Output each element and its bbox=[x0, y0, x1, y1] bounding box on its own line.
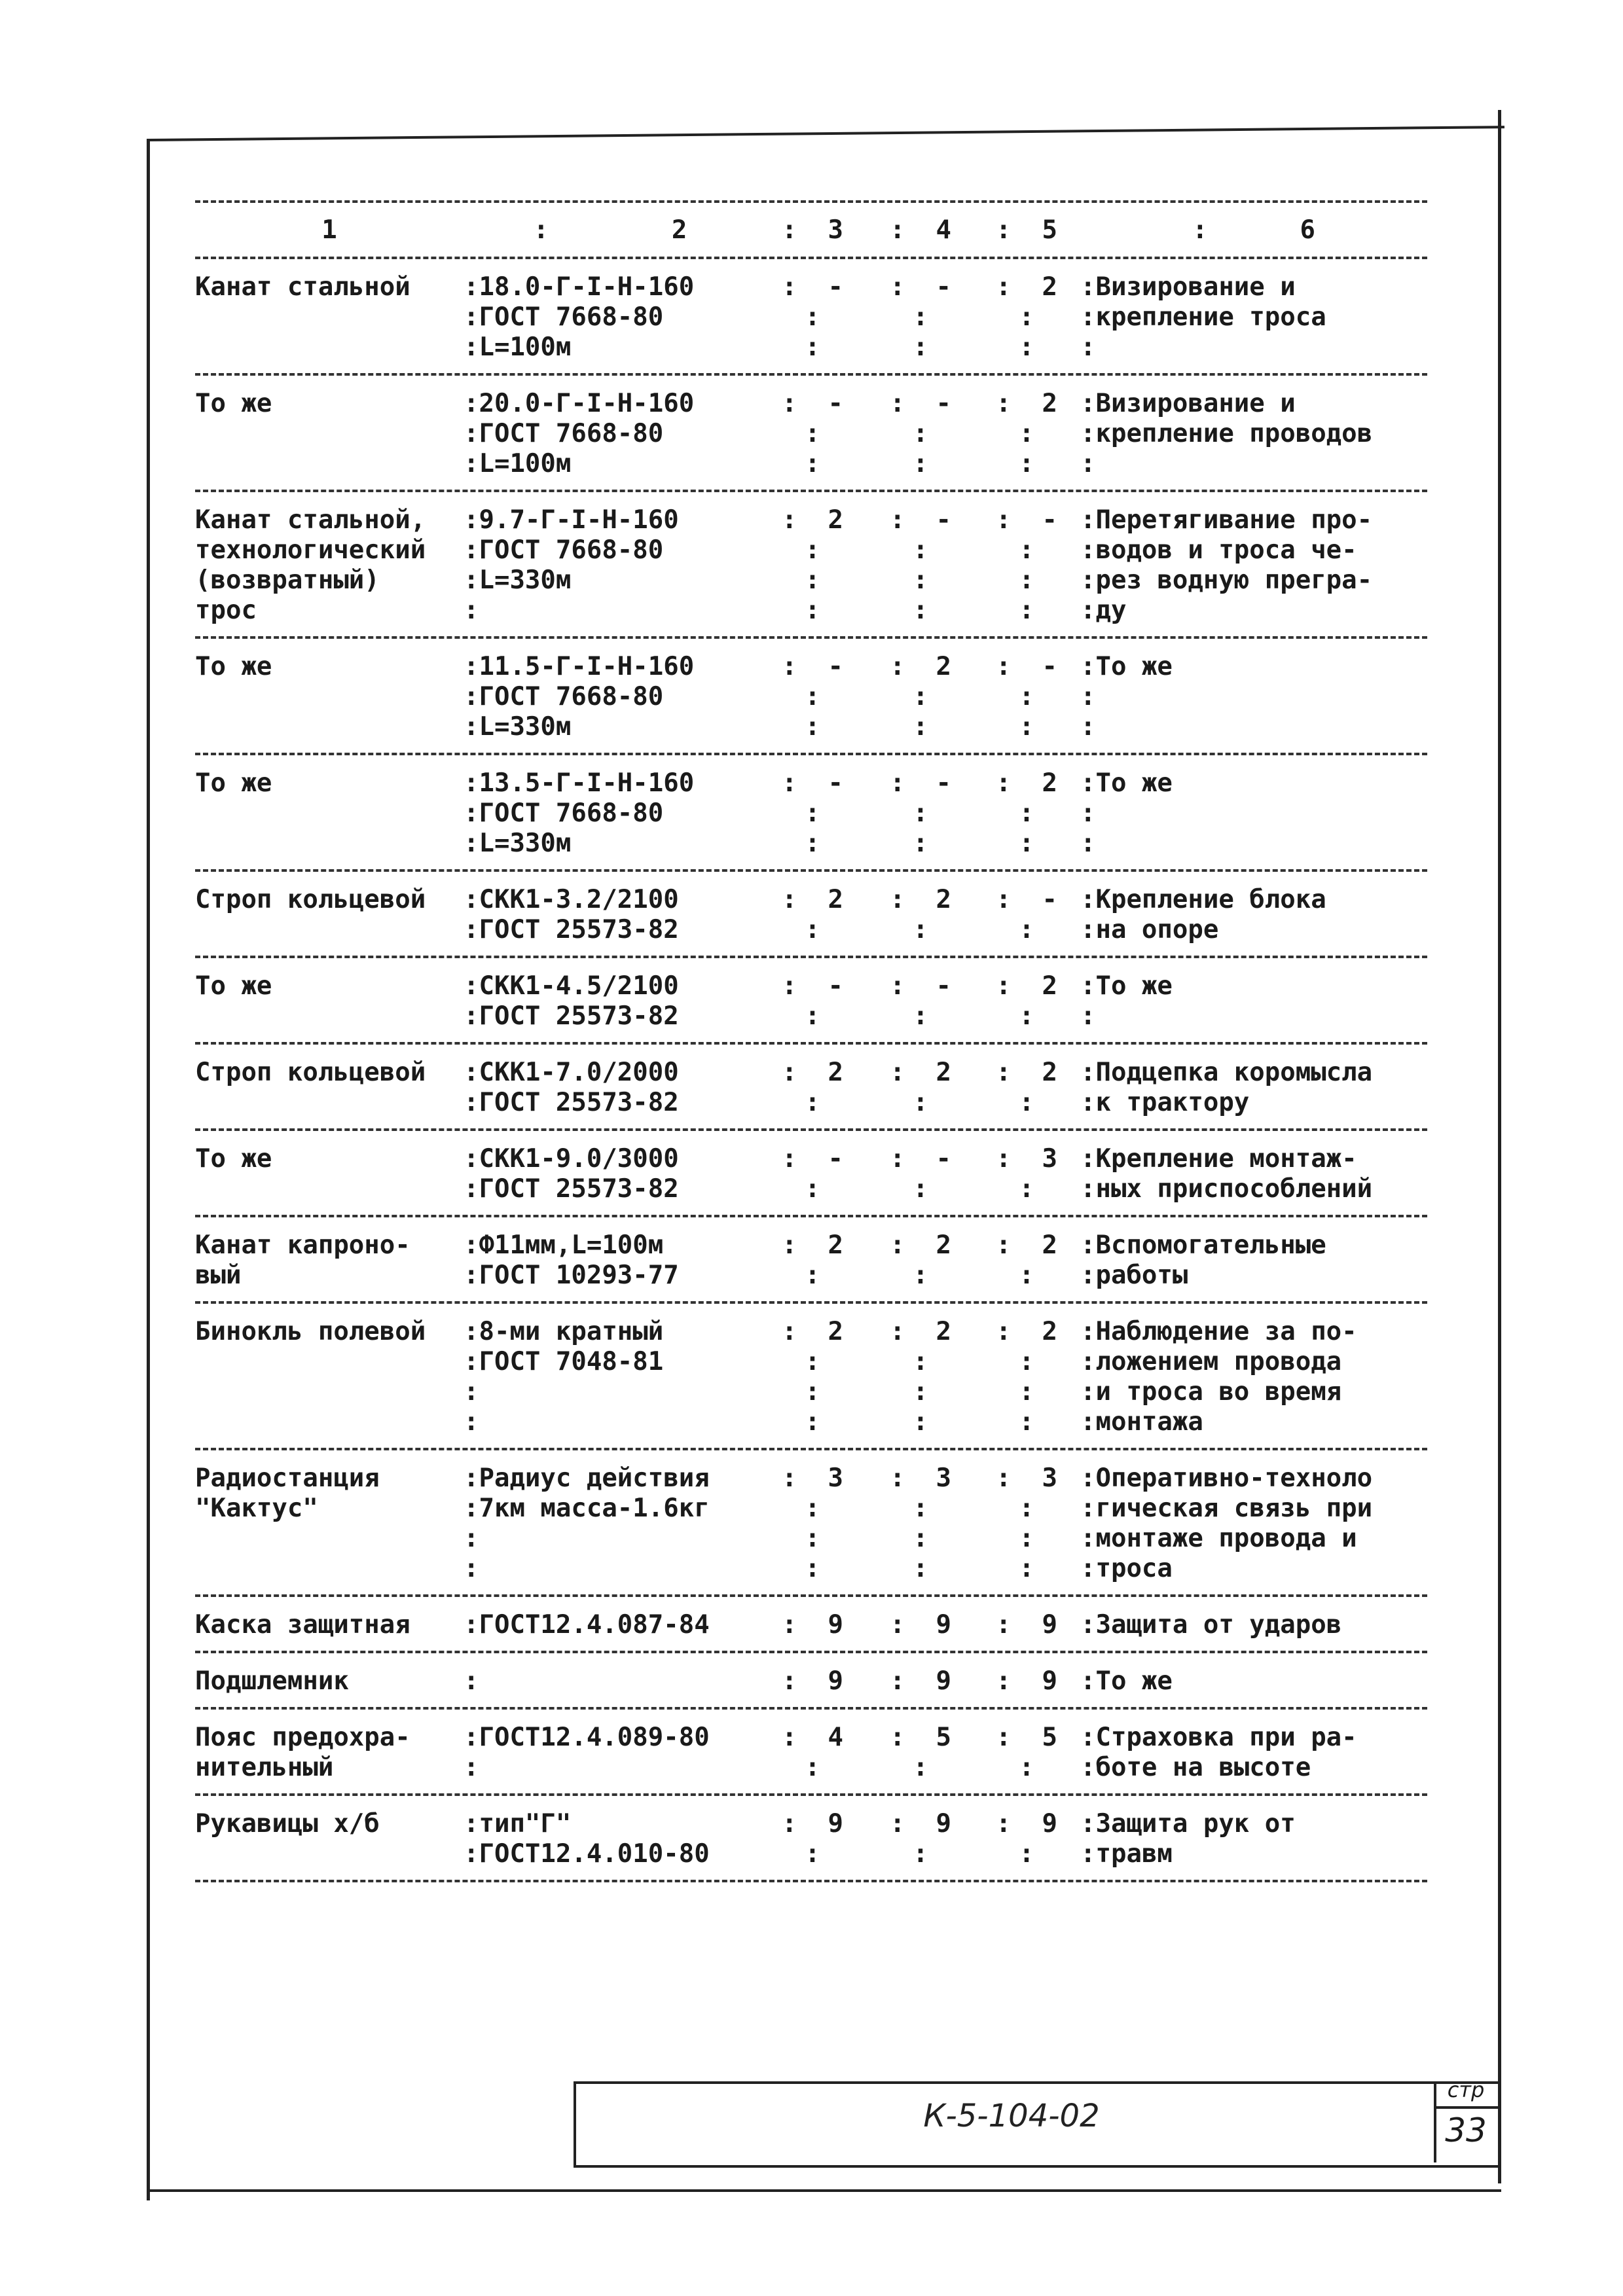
table-cell-col-4: : 9 bbox=[890, 1610, 951, 1640]
frame-right-border bbox=[1498, 110, 1501, 2183]
table-cell-col-6: :Визирование и :крепление троса : bbox=[1080, 272, 1326, 362]
table-cell-col-1: Канат стальной, технологический (возвратный) трос bbox=[195, 505, 426, 625]
table-row bbox=[195, 1796, 1427, 1880]
page-box-divider bbox=[1436, 2106, 1499, 2109]
table-cell-col-1: То же bbox=[195, 389, 272, 418]
table-cell-col-1: Канат стальной bbox=[195, 272, 410, 302]
table-cell-col-4: : 2 : bbox=[890, 1230, 951, 1290]
table-cell-col-4: : 2 : : bbox=[890, 652, 951, 742]
table-row bbox=[195, 872, 1427, 956]
table-row bbox=[195, 1710, 1427, 1793]
table-cell-col-1: Пояс предохра- нительный bbox=[195, 1723, 410, 1782]
table-cell-col-6: :Страховка при ра- :боте на высоте bbox=[1080, 1723, 1357, 1782]
table-cell-col-6: :Крепление монтаж- :ных приспособлений bbox=[1080, 1144, 1373, 1204]
table-row bbox=[195, 376, 1427, 490]
table-cell-col-5: : 3 : bbox=[996, 1144, 1057, 1204]
table-cell-col-5: : 9 bbox=[996, 1666, 1057, 1696]
table-cell-col-5: : 9 bbox=[996, 1610, 1057, 1640]
table-cell-col-4: : 5 : bbox=[890, 1723, 951, 1782]
table-row bbox=[195, 958, 1427, 1042]
table-cell-col-2: :тип"Г" :ГОСТ12.4.010-80 bbox=[464, 1809, 710, 1869]
table-cell-col-1: То же bbox=[195, 652, 272, 681]
table-row bbox=[195, 1131, 1427, 1215]
table-cell-col-6: :Подцепка коромысла :к трактору bbox=[1080, 1058, 1373, 1117]
table-cell-col-1: То же bbox=[195, 768, 272, 798]
table-cell-col-6: :Крепление блока :на опоре bbox=[1080, 885, 1326, 944]
table-cell-col-6: :Защита рук от :травм bbox=[1080, 1809, 1296, 1869]
table-cell-col-6: :То же bbox=[1080, 1666, 1173, 1696]
table-cell-col-6: :Оперативно-техноло :гическая связь при :монтаже провода и :троса bbox=[1080, 1463, 1373, 1583]
table-cell-col-3: : 2 : bbox=[782, 1058, 843, 1117]
table-row bbox=[195, 639, 1427, 753]
header-col-6: : 6 bbox=[1192, 215, 1315, 245]
header-col-3-label: 3 bbox=[828, 215, 843, 245]
table-cell-col-1: Подшлемник bbox=[195, 1666, 349, 1696]
table-cell-col-4: : - : bbox=[890, 971, 951, 1031]
table-cell-col-6: :То же : : bbox=[1080, 652, 1173, 742]
table-cell-col-2: :СКК1-3.2/2100 :ГОСТ 25573-82 bbox=[464, 885, 679, 944]
table-row bbox=[195, 1653, 1427, 1707]
table-cell-col-4: : - : : bbox=[890, 389, 951, 478]
table-cell-col-2: : bbox=[464, 1666, 479, 1696]
table-cell-col-2: :СКК1-9.0/3000 :ГОСТ 25573-82 bbox=[464, 1144, 679, 1204]
table-cell-col-2: :20.0-Г-I-Н-160 :ГОСТ 7668-80 :L=100м bbox=[464, 389, 695, 478]
page-label: стр bbox=[1447, 2077, 1485, 2102]
table-cell-col-2: :ГОСТ12.4.087-84 bbox=[464, 1610, 710, 1640]
table-cell-col-3: : - : : bbox=[782, 272, 843, 362]
table-cell-col-1: Канат капроно- вый bbox=[195, 1230, 410, 1290]
row-rule bbox=[195, 1880, 1427, 1882]
table-cell-col-2: :13.5-Г-I-Н-160 :ГОСТ 7668-80 :L=330м bbox=[464, 768, 695, 858]
table-cell-col-5: : - : : : bbox=[996, 505, 1057, 625]
table-cell-col-5: : - : : bbox=[996, 652, 1057, 742]
table-cell-col-4: : - : : bbox=[890, 272, 951, 362]
table-cell-col-6: :Наблюдение за по- :ложением провода :и троса во время :монтажа bbox=[1080, 1317, 1357, 1437]
table-cell-col-1: То же bbox=[195, 971, 272, 1001]
table-cell-col-4: : 2 : bbox=[890, 885, 951, 944]
table-cell-col-5: : 9 : bbox=[996, 1809, 1057, 1869]
table-cell-col-3: : 2 : : : bbox=[782, 505, 843, 625]
table-cell-col-5: : - : bbox=[996, 885, 1057, 944]
table-cell-col-3: : - : bbox=[782, 971, 843, 1031]
document-code: К-5-104-02 bbox=[923, 2098, 1100, 2134]
table-cell-col-2: :Радиус действия :7км масса-1.6кг : : bbox=[464, 1463, 710, 1583]
table-cell-col-3: : - : : bbox=[782, 389, 843, 478]
table-cell-col-4: : - : : bbox=[890, 768, 951, 858]
table-cell-col-6: :Перетягивание про- :водов и троса че- :рез водную прегра- :ду bbox=[1080, 505, 1373, 625]
table-cell-col-2: :СКК1-7.0/2000 :ГОСТ 25573-82 bbox=[464, 1058, 679, 1117]
header-col-3: : 3 bbox=[782, 215, 843, 245]
table-cell-col-1: Строп кольцевой bbox=[195, 1058, 426, 1087]
table-cell-col-6: :Вспомогательные :работы bbox=[1080, 1230, 1326, 1290]
header-col-2-label: 2 bbox=[671, 215, 687, 245]
table-cell-col-1: Рукавицы х/б bbox=[195, 1809, 380, 1839]
frame-left-border bbox=[147, 139, 150, 2200]
table-cell-col-2: :18.0-Г-I-Н-160 :ГОСТ 7668-80 :L=100м bbox=[464, 272, 695, 362]
header-col-1: 1 bbox=[321, 215, 337, 245]
table-cell-col-5: : 2 : : bbox=[996, 389, 1057, 478]
table-cell-col-5: : 2 : bbox=[996, 971, 1057, 1031]
table-cell-col-4: : 2 : : : bbox=[890, 1317, 951, 1437]
table-cell-col-1: Строп кольцевой bbox=[195, 885, 426, 914]
table-cell-col-3: : 9 bbox=[782, 1610, 843, 1640]
table-cell-col-1: То же bbox=[195, 1144, 272, 1174]
frame-top-border bbox=[147, 126, 1504, 141]
table-cell-col-6: :Защита от ударов bbox=[1080, 1610, 1342, 1640]
table-cell-col-2: :11.5-Г-I-Н-160 :ГОСТ 7668-80 :L=330м bbox=[464, 652, 695, 742]
table-cell-col-1: Бинокль полевой bbox=[195, 1317, 426, 1346]
table-cell-col-2: :СКК1-4.5/2100 :ГОСТ 25573-82 bbox=[464, 971, 679, 1031]
table-cell-col-5: : 2 : : bbox=[996, 768, 1057, 858]
table-cell-col-3: : 9 bbox=[782, 1666, 843, 1696]
header-col-4: : 4 bbox=[890, 215, 951, 245]
table-cell-col-3: : 2 : bbox=[782, 885, 843, 944]
table-cell-col-6: :То же : : bbox=[1080, 768, 1173, 858]
table-cell-col-3: : - : : bbox=[782, 768, 843, 858]
table-cell-col-6: :Визирование и :крепление проводов : bbox=[1080, 389, 1373, 478]
equipment-table bbox=[195, 200, 1427, 1882]
frame-bottom-border bbox=[147, 2189, 1501, 2192]
table-row bbox=[195, 1450, 1427, 1594]
table-row bbox=[195, 1597, 1427, 1651]
table-cell-col-3: : - : bbox=[782, 1144, 843, 1204]
table-cell-col-5: : 2 : bbox=[996, 1230, 1057, 1290]
table-cell-col-3: : 4 : bbox=[782, 1723, 843, 1782]
table-cell-col-5: : 2 : : bbox=[996, 272, 1057, 362]
header-col-6-label: 6 bbox=[1300, 215, 1315, 245]
table-cell-col-4: : 9 bbox=[890, 1666, 951, 1696]
table-cell-col-4: : 3 : : : bbox=[890, 1463, 951, 1583]
table-cell-col-3: : 2 : : : bbox=[782, 1317, 843, 1437]
table-row bbox=[195, 755, 1427, 869]
table-cell-col-3: : 3 : : : bbox=[782, 1463, 843, 1583]
header-col-5: : 5 bbox=[996, 215, 1057, 245]
table-cell-col-5: : 5 : bbox=[996, 1723, 1057, 1782]
table-row bbox=[195, 1304, 1427, 1448]
table-row bbox=[195, 259, 1427, 373]
table-cell-col-3: : 9 : bbox=[782, 1809, 843, 1869]
table-cell-col-2: :9.7-Г-I-Н-160 :ГОСТ 7668-80 :L=330м : bbox=[464, 505, 679, 625]
table-cell-col-1: Радиостанция "Кактус" bbox=[195, 1463, 380, 1523]
table-cell-col-4: : - : : : bbox=[890, 505, 951, 625]
table-cell-col-2: :8-ми кратный :ГОСТ 7048-81 : : bbox=[464, 1317, 664, 1437]
table-cell-col-3: : - : : bbox=[782, 652, 843, 742]
table-cell-col-2: :ГОСТ12.4.089-80 : bbox=[464, 1723, 710, 1782]
table-cell-col-5: : 2 : bbox=[996, 1058, 1057, 1117]
header-col-5-label: 5 bbox=[1042, 215, 1057, 245]
table-cell-col-5: : 2 : : : bbox=[996, 1317, 1057, 1437]
table-body bbox=[195, 259, 1427, 1882]
table-cell-col-6: :То же : bbox=[1080, 971, 1173, 1031]
table-cell-col-4: : 2 : bbox=[890, 1058, 951, 1117]
table-cell-col-4: : - : bbox=[890, 1144, 951, 1204]
table-header bbox=[195, 203, 1427, 257]
table-cell-col-1: Каска защитная bbox=[195, 1610, 410, 1640]
table-cell-col-4: : 9 : bbox=[890, 1809, 951, 1869]
table-row bbox=[195, 1045, 1427, 1128]
table-cell-col-3: : 2 : bbox=[782, 1230, 843, 1290]
table-row bbox=[195, 1217, 1427, 1301]
table-cell-col-5: : 3 : : : bbox=[996, 1463, 1057, 1583]
table-row bbox=[195, 492, 1427, 636]
header-col-4-label: 4 bbox=[936, 215, 951, 245]
table-cell-col-2: :Ф11мм,L=100м :ГОСТ 10293-77 bbox=[464, 1230, 679, 1290]
page-number: 33 bbox=[1445, 2111, 1487, 2149]
header-col-2: : 2 bbox=[533, 215, 687, 245]
